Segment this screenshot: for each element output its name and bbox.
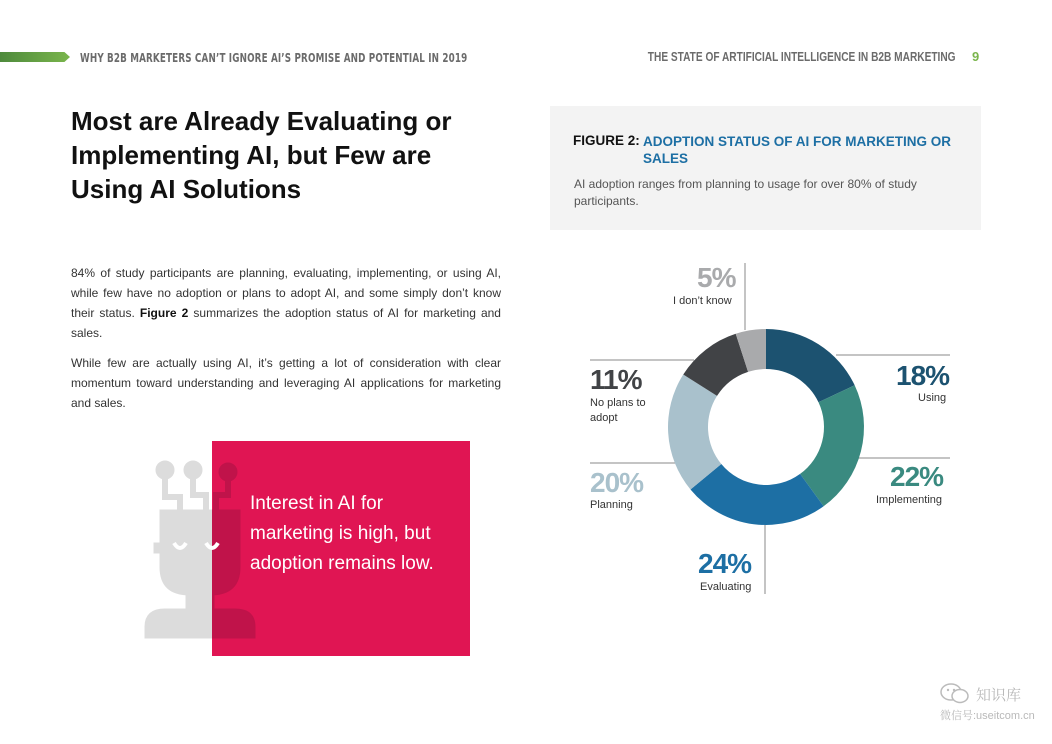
data-label-no-plans-to-adopt: 11% [590,364,642,395]
paragraph-1-pre: 84% of study participants are planning, evaluating, implementing, or using AI, while few have no adoption or plans to adopt AI, and some simply don’t know their status. [71,266,501,320]
watermark [940,683,1050,723]
figure-title: ADOPTION STATUS OF AI FOR MARKETING OR SALES [643,134,951,166]
paragraph-1-post: summarizes the adoption status of AI for marketing and sales. [71,306,501,340]
figure-reference: Figure 2 [139,306,189,320]
data-label-using: 18% [896,360,950,391]
header-left-title: WHY B2B MARKETERS CAN’T IGNORE AI’S PROMISE AND POTENTIAL IN 2019 [80,50,468,65]
data-label-evaluating: 24% [698,548,752,579]
data-label-planning: 20% [590,467,644,498]
data-label-i-don-t-know: 5% [697,262,736,293]
category-label-planning: Planning [590,499,633,511]
header-right-title: THE STATE OF ARTIFICIAL INTELLIGENCE IN B2B MARKETING [648,49,956,64]
category-label-no-plans-to-adopt: No plans to adopt [590,397,646,424]
figure-description: AI adoption ranges from planning to usage for over 80% of study participants. [574,177,917,208]
chart-slices [668,329,864,525]
category-label-evaluating: Evaluating [700,581,752,593]
category-label-implementing: Implementing [876,494,943,506]
wechat-icon [940,683,970,705]
callout-text: Interest in AI for marketing is high, but adoption remains low. [250,493,434,574]
page-number: 9 [972,49,980,64]
chart-leader-lines [590,263,950,594]
figure-label: FIGURE 2: [573,133,640,148]
watermark-account: 微信号:useitcom.cn [940,710,1035,722]
page-title: Most are Already Evaluating or Implementing AI, but Few are Using AI Solutions [71,106,452,204]
paragraph-2: While few are actually using AI, it’s getting a lot of consideration with clear momentum toward understanding and leveraging AI applications for marketing and sales. [71,356,501,410]
slice-using [766,329,855,402]
category-label-using: Using [918,392,947,404]
data-label-implementing: 22% [890,461,944,492]
watermark-brand: 知识库 [976,686,1022,704]
category-label-i-don-t-know: I don’t know [673,295,732,307]
